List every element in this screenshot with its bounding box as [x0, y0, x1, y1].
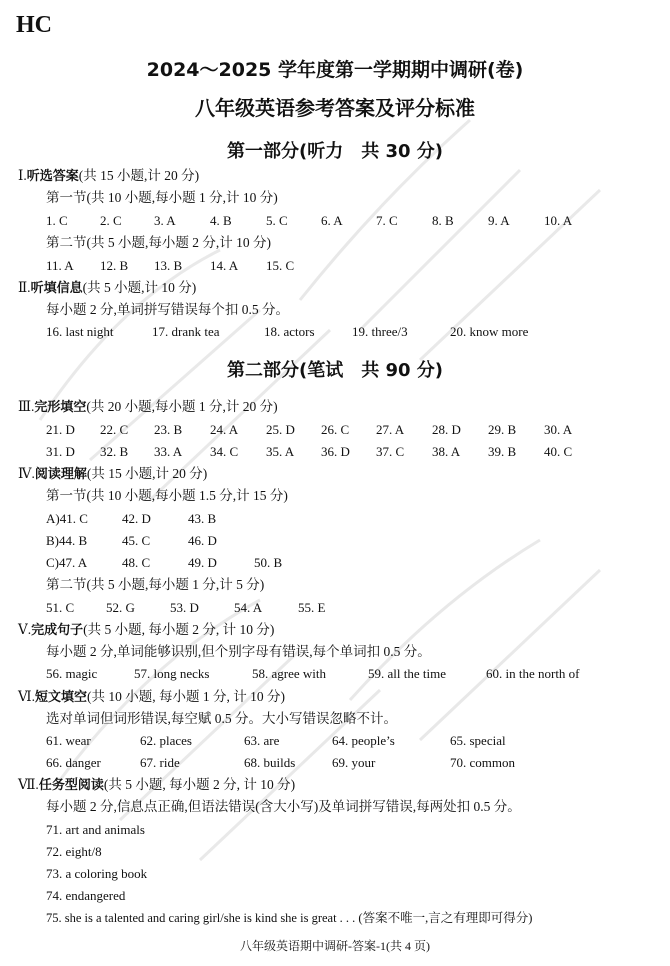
answer: 34. C: [210, 444, 239, 459]
section-1-heading: [18, 167, 199, 186]
answer: 1. C: [46, 213, 68, 228]
answer: 53. D: [170, 600, 199, 615]
answer-row: [46, 510, 446, 528]
answer: 46. D: [188, 533, 217, 548]
answer: 15. C: [266, 258, 295, 273]
answer: 52. G: [106, 600, 135, 615]
section-6-note: 选对单词但词形错误,每空赋 0.5 分。大小写错误忽略不计。: [46, 711, 397, 726]
page-footer: 八年级英语期中调研-答案-1(共 4 页): [240, 939, 430, 953]
answer-row: [46, 599, 446, 617]
section-4-heading: [18, 465, 207, 484]
answer: 14. A: [210, 258, 239, 273]
answer: 13. B: [154, 258, 183, 273]
page-title: 2024～2025 学年度第一学期期中调研(卷): [146, 59, 524, 81]
answer: 18. actors: [264, 324, 315, 339]
answer: 74. endangered: [46, 888, 126, 903]
answer: 68. builds: [244, 755, 296, 770]
answer: 9. A: [488, 213, 510, 228]
answer: 42. D: [122, 511, 151, 526]
answer: 45. C: [122, 533, 151, 548]
answer-row: [46, 754, 646, 772]
answer: 11. A: [46, 258, 74, 273]
answer: 37. C: [376, 444, 405, 459]
part2-heading: 第二部分(笔试 共 90 分): [226, 360, 444, 381]
section-1-num: Ⅰ.: [18, 168, 27, 183]
answer: 32. B: [100, 444, 129, 459]
answer: 60. in the north of: [486, 666, 580, 681]
section-6-num: Ⅵ.: [18, 689, 35, 704]
section-7-num: Ⅶ.: [18, 777, 39, 792]
answer-row: [46, 732, 646, 750]
section-4-num: Ⅳ.: [18, 466, 35, 481]
answer: 49. D: [188, 555, 217, 570]
answer: 39. B: [488, 444, 517, 459]
answer: 40. C: [544, 444, 573, 459]
answer: 54. A: [234, 600, 263, 615]
section-3-name: 完形填空: [34, 400, 87, 415]
answer: 59. all the time: [368, 666, 446, 681]
section-3-desc: (共 20 小题,每小题 1 分,计 20 分): [86, 399, 278, 414]
answer: 16. last night: [46, 324, 114, 339]
section-5-desc: (共 5 小题, 每小题 2 分, 计 10 分): [83, 622, 275, 637]
answer-row: [46, 554, 446, 572]
answer: 69. your: [332, 755, 376, 770]
section-7-desc: (共 5 小题, 每小题 2 分, 计 10 分): [103, 777, 296, 792]
answer: 4. B: [210, 213, 232, 228]
answer: 38. A: [432, 444, 461, 459]
answer: 20. know more: [450, 324, 529, 339]
answer: 17. drank tea: [152, 324, 220, 339]
section-4-sub2: 第二节(共 5 小题,每小题 1 分,计 5 分): [46, 577, 265, 592]
section-4-sub1: 第一节(共 10 小题,每小题 1.5 分,计 15 分): [46, 488, 288, 503]
answer: 36. D: [321, 444, 350, 459]
answer: 65. special: [450, 733, 506, 748]
answer: 48. C: [122, 555, 151, 570]
answer: C)47. A: [46, 555, 88, 570]
section-1-sub2: 第二节(共 5 小题,每小题 2 分,计 10 分): [46, 235, 271, 250]
section-5-heading: [18, 621, 274, 640]
answer: 75. she is a talented and caring girl/she is kind she is great . . . (答案不唯一,言之有理即可得分): [46, 911, 533, 925]
section-2-desc: (共 5 小题,计 10 分): [82, 280, 197, 295]
answer-row: [46, 421, 646, 439]
answer: 72. eight/8: [46, 844, 102, 859]
answer: 19. three/3: [352, 324, 408, 339]
answer-row: [46, 665, 646, 683]
answer: A)41. C: [46, 511, 88, 526]
answer: 31. D: [46, 444, 75, 459]
answer: 22. C: [100, 422, 129, 437]
answer: 29. B: [488, 422, 517, 437]
answer: 27. A: [376, 422, 405, 437]
section-6-desc: (共 10 小题, 每小题 1 分, 计 10 分): [86, 689, 285, 704]
answer: 58. agree with: [252, 666, 327, 681]
answer: 67. ride: [140, 755, 180, 770]
answer: 73. a coloring book: [46, 866, 148, 881]
answer-row: [46, 443, 646, 461]
answer: 28. D: [432, 422, 461, 437]
answer: 55. E: [298, 600, 326, 615]
answer: 61. wear: [46, 733, 91, 748]
part1-heading: 第一部分(听力 共 30 分): [226, 141, 444, 162]
section-2-name: 听填信息: [30, 281, 83, 296]
answer: 8. B: [432, 213, 454, 228]
answer: 50. B: [254, 555, 283, 570]
answer: 51. C: [46, 600, 75, 615]
answer: 66. danger: [46, 755, 101, 770]
answer: 26. C: [321, 422, 350, 437]
section-7-note: 每小题 2 分,信息点正确,但语法错误(含大小写)及单词拼写错误,每两处扣 0.5 分。: [46, 799, 521, 814]
answer-row: [46, 532, 446, 550]
answer: 64. people’s: [332, 733, 395, 748]
answer: 12. B: [100, 258, 129, 273]
section-7-heading: [18, 776, 295, 795]
section-7-name: 任务型阅读: [38, 778, 104, 793]
answer: 57. long necks: [134, 666, 210, 681]
section-2-heading: [18, 279, 196, 298]
section-1-name: 听选答案: [26, 169, 79, 184]
section-2-note: 每小题 2 分,单词拼写错误每个扣 0.5 分。: [46, 302, 289, 317]
answer: 71. art and animals: [46, 822, 145, 837]
section-6-heading: [18, 688, 285, 707]
answer: 56. magic: [46, 666, 98, 681]
answer: 10. A: [544, 213, 573, 228]
answer: 70. common: [450, 755, 515, 770]
answer: 23. B: [154, 422, 183, 437]
section-3-heading: [18, 398, 278, 417]
answer: B)44. B: [46, 533, 88, 548]
answer: 24. A: [210, 422, 239, 437]
answer-row: [46, 257, 646, 275]
section-5-name: 完成句子: [31, 623, 84, 638]
answer: 30. A: [544, 422, 573, 437]
answer: 62. places: [140, 733, 192, 748]
answer: 43. B: [188, 511, 217, 526]
section-5-note: 每小题 2 分,单词能够识别,但个别字母有错误,每个单词扣 0.5 分。: [46, 644, 431, 659]
section-2-num: Ⅱ.: [18, 280, 31, 295]
corner-mark: HC: [16, 12, 52, 38]
answer: 2. C: [100, 213, 122, 228]
answer: 6. A: [321, 213, 343, 228]
section-3-num: Ⅲ.: [18, 399, 35, 414]
section-1-desc: (共 15 小题,计 20 分): [78, 168, 200, 183]
answer: 33. A: [154, 444, 183, 459]
answer: 21. D: [46, 422, 75, 437]
answer: 3. A: [154, 213, 176, 228]
section-1-sub1: 第一节(共 10 小题,每小题 1 分,计 10 分): [46, 190, 278, 205]
section-4-name: 阅读理解: [34, 467, 87, 482]
answer: 25. D: [266, 422, 295, 437]
answer: 35. A: [266, 444, 295, 459]
page-subtitle: 八年级英语参考答案及评分标准: [195, 96, 475, 120]
section-4-desc: (共 15 小题,计 20 分): [86, 466, 208, 481]
answer-row: [46, 323, 646, 341]
answer: 5. C: [266, 213, 288, 228]
answer: 7. C: [376, 213, 398, 228]
section-5-num: Ⅴ.: [18, 622, 32, 637]
answer-row: [46, 212, 646, 230]
section-6-name: 短文填空: [34, 690, 87, 705]
answer: 63. are: [244, 733, 280, 748]
